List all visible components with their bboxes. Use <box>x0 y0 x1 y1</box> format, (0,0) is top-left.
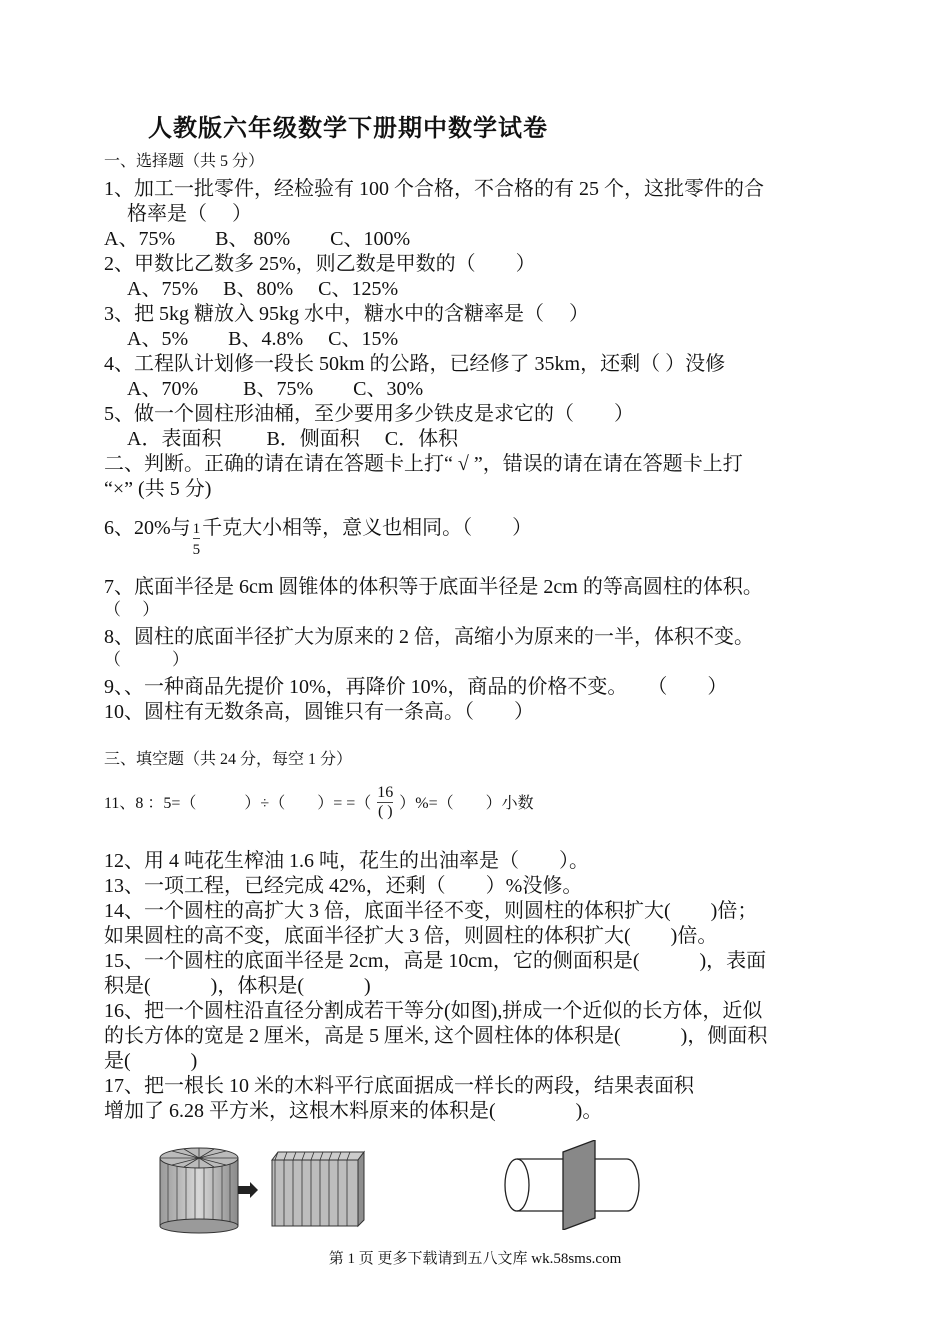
question-5-options: A．表面积 B．侧面积 C．体积 <box>127 428 459 450</box>
question-11-text-a: 11、8 ：5=（ ）÷（ ）= =（ <box>104 795 372 813</box>
fraction-one-fifth <box>193 520 201 559</box>
question-1-cont: 格率是（ ） <box>127 203 252 225</box>
fraction-denominator: ( ) <box>377 803 393 820</box>
question-1-options: A、75% B、 80% C、100% <box>104 228 411 250</box>
question-5: 5、做一个圆柱形油桶，至少要用多少铁皮是求它的（ ） <box>104 403 634 425</box>
page-title: 人教版六年级数学下册期中数学试卷 <box>148 116 548 142</box>
question-2: 2、甲数比乙数多 25%，则乙数是甲数的（ ） <box>104 253 536 275</box>
question-7: 7、底面半径是 6cm 圆锥体的体积等于底面半径是 2cm 的等高圆柱的体积。 <box>104 576 763 598</box>
section-2-heading: 二、判断。正确的请在请在答题卡上打“ √ ”，错误的请在请在答题卡上打 <box>104 453 743 475</box>
section-2-heading-cont: “×” (共 5 分) <box>104 478 212 500</box>
sectored-cylinder <box>160 1148 238 1233</box>
section-1-heading: 一、选择题（共 5 分） <box>104 153 265 170</box>
fraction-denominator: 5 <box>193 538 201 559</box>
question-10: 10、圆柱有无数条高，圆锥只有一条高。（ ） <box>104 701 534 723</box>
question-11 <box>104 786 534 823</box>
question-13: 13、一项工程，已经完成 42%，还剩（ ）%没修。 <box>104 875 583 897</box>
question-14-cont: 如果圆柱的高不变，底面半径扩大 3 倍，则圆柱的体积扩大( )倍。 <box>104 925 718 947</box>
question-12: 12、用 4 吨花生榨油 1.6 吨，花生的出油率是（ ）。 <box>104 850 589 872</box>
arrow-icon <box>238 1182 258 1198</box>
question-3-options: A、5% B、4.8% C、15% <box>127 328 399 350</box>
question-16-cont: 的长方体的宽是 2 厘米，高是 5 厘米, 这个圆柱体的体积是( )，侧面积 <box>104 1025 768 1047</box>
question-6-text-a: 6、20%与 <box>104 517 191 540</box>
cylinder-to-cuboid-figure <box>150 1140 380 1240</box>
question-6-text-b: 千克大小相等，意义也相同。（ ） <box>202 517 533 540</box>
page-footer: 第 1 页 更多下载请到五八文库 wk.58sms.com <box>328 1251 622 1267</box>
question-11-text-b: ）%=（ ）小数 <box>399 795 534 813</box>
question-1: 1、加工一批零件，经检验有 100 个合格，不合格的有 25 个，这批零件的合 <box>104 178 764 200</box>
question-9: 9、、一种商品先提价 10%，再降价 10%，商品的价格不变。 （ ） <box>104 676 728 698</box>
question-16: 16、把一个圆柱沿直径分割成若干等分(如图),拼成一个近似的长方体，近似 <box>104 1000 763 1022</box>
question-15-cont: 积是( )，体积是( ) <box>104 975 371 997</box>
cylinder-cut-by-plane-figure <box>495 1140 655 1230</box>
question-2-options: A、75% B、80% C、125% <box>127 278 399 300</box>
question-17: 17、把一根长 10 米的木料平行底面据成一样长的两段，结果表面积 <box>104 1075 694 1097</box>
question-7-cont: （ ） <box>104 600 160 619</box>
question-4: 4、工程队计划修一段长 50km 的公路，已经修了 35km，还剩（ ）没修 <box>104 353 726 375</box>
fraction-16-over-blank <box>377 784 393 821</box>
question-14: 14、一个圆柱的高扩大 3 倍，底面半径不变，则圆柱的体积扩大( )倍； <box>104 900 758 922</box>
fraction-numerator: 16 <box>377 784 394 801</box>
section-3-heading: 三、填空题（共 24 分，每空 1 分） <box>104 751 353 768</box>
question-15: 15、一个圆柱的底面半径是 2cm，高是 10cm，它的侧面积是( )，表面 <box>104 950 767 972</box>
question-4-options: A、70% B、75% C、30% <box>127 378 424 400</box>
approx-cuboid <box>272 1152 364 1226</box>
question-3: 3、把 5kg 糖放入 95kg 水中，糖水中的含糖率是（ ） <box>104 303 589 325</box>
question-8-cont: （ ） <box>104 650 189 669</box>
fraction-numerator: 1 <box>192 521 201 537</box>
question-6 <box>104 510 533 558</box>
question-8: 8、圆柱的底面半径扩大为原来的 2 倍，高缩小为原来的一半，体积不变。 <box>104 626 754 648</box>
question-17-cont: 增加了 6.28 平方米，这根木料原来的体积是( )。 <box>104 1100 603 1122</box>
question-16-cont-2: 是( ) <box>104 1050 198 1072</box>
